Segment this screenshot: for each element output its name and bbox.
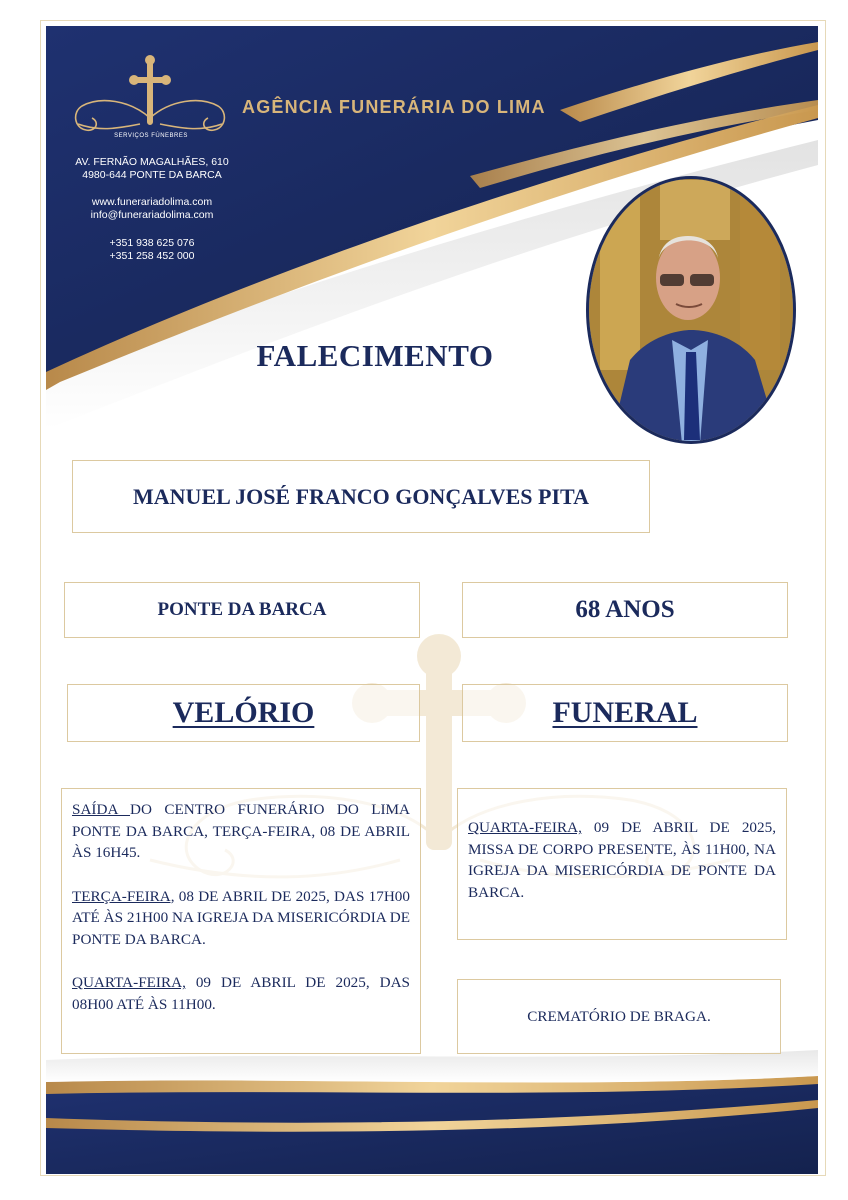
email-link[interactable]: info@funerariadolima.com	[90, 209, 214, 221]
velorio-paragraph-3: QUARTA-FEIRA, 09 DE ABRIL DE 2025, DAS 08H00 ATÉ ÀS 11H00.	[72, 974, 410, 1013]
funeral-heading-box	[462, 684, 788, 742]
address-line1: AV. FERNÃO MAGALHÃES, 610	[75, 156, 229, 168]
place-text: PONTE DA BARCA	[157, 599, 327, 620]
funeral-heading: FUNERAL	[552, 696, 698, 729]
cremation-box	[457, 979, 781, 1054]
funeral-paragraph-1: QUARTA-FEIRA, 09 DE ABRIL DE 2025, MISSA DE CORPO PRESENTE, ÀS 11H00, NA IGREJA DA MISERICÓRDIA DE PONTE DA BARCA.	[468, 819, 776, 901]
velorio-heading-box	[67, 684, 420, 742]
velorio-details-box	[61, 788, 421, 1054]
phone1: +351 938 625 076	[109, 237, 195, 249]
phone2: +351 258 452 000	[109, 250, 195, 262]
velorio-heading: VELÓRIO	[172, 696, 315, 729]
funeral-details-box	[457, 788, 787, 940]
cremation-text: CREMATÓRIO DE BRAGA.	[527, 1007, 711, 1025]
deceased-name-box	[72, 460, 650, 533]
notice-title: FALECIMENTO	[256, 338, 494, 373]
place-box	[64, 582, 420, 638]
velorio-paragraph-2: TERÇA-FEIRA, 08 DE ABRIL DE 2025, DAS 17H00 ATÉ ÀS 21H00 NA IGREJA DA MISERICÓRDIA DE PONTE DA BARCA.	[72, 887, 410, 948]
agency-name: AGÊNCIA FUNERÁRIA DO LIMA	[242, 97, 546, 117]
portrait-frame	[586, 176, 796, 444]
deceased-name: MANUEL JOSÉ FRANCO GONÇALVES PITA	[133, 483, 589, 509]
age-box	[462, 582, 788, 638]
velorio-paragraph-1: SAÍDA DO CENTRO FUNERÁRIO DO LIMA PONTE DA BARCA, TERÇA-FEIRA, 08 DE ABRIL ÀS 16H45.	[72, 801, 411, 861]
website-link[interactable]: www.funerariadolima.com	[91, 196, 213, 208]
logo-subtitle: SERVIÇOS FÚNEBRES	[114, 133, 188, 139]
address-line2: 4980-644 PONTE DA BARCA	[82, 169, 222, 181]
age-text: 68 ANOS	[575, 596, 675, 623]
